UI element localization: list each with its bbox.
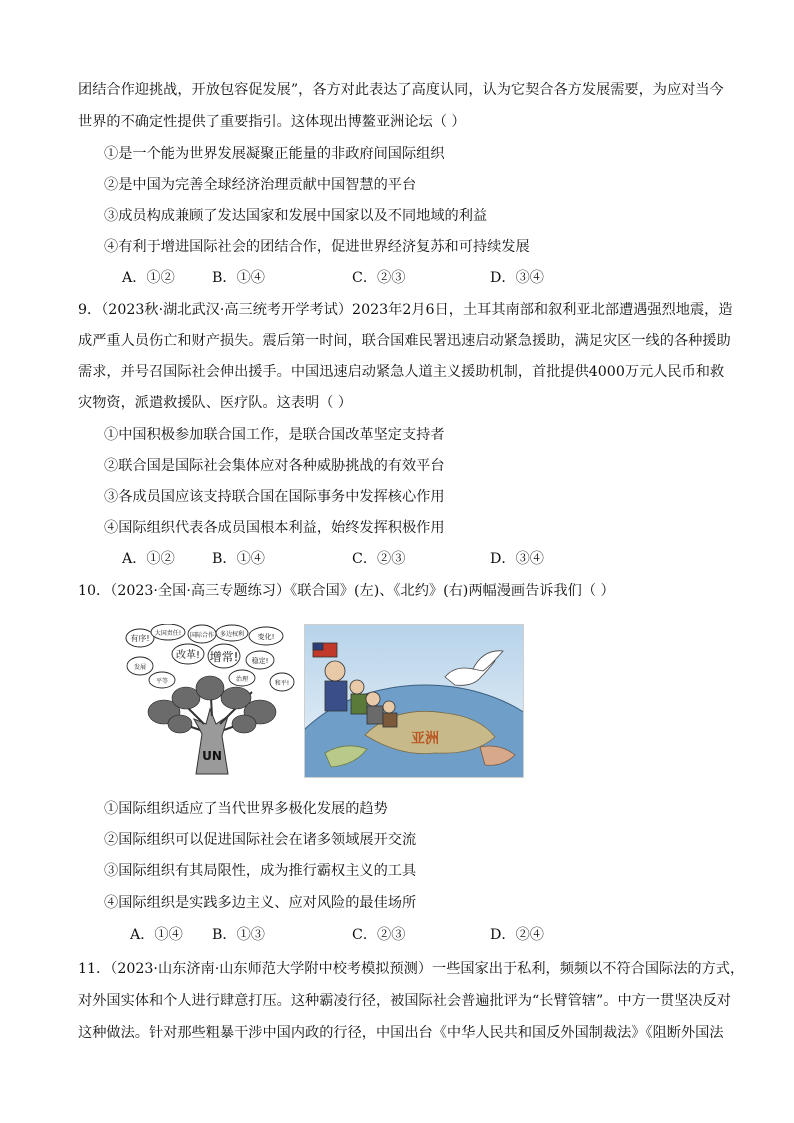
q10-statement-2: ②国际组织可以促进国际社会在诸多领域展开交流 [104, 832, 417, 848]
q9-statement-1: ①中国积极参加联合国工作，是联合国改革坚定支持者 [104, 427, 445, 443]
q10-option-d[interactable]: D．②④ [490, 927, 544, 943]
bubble-text-3: 国际合作 [189, 632, 215, 639]
un-cartoon [124, 624, 296, 776]
nato-globe-illustration [305, 625, 523, 777]
bubble-text-8: 稳定! [251, 657, 269, 665]
bubble-text-12: 治理 [235, 676, 249, 683]
q11-line-3: 这种做法。针对那些粗暴干涉中国内政的行径，中国出台《中华人民共和国反外国制裁法》《阻断外国法 [78, 1025, 724, 1041]
q11-line-2: 对外国实体和个人进行肆意打压。这种霸凌行径，被国际社会普遍批评为“长臂管辖”。中方一贯坚决反对 [78, 993, 731, 1009]
q8-statement-4: ④有利于增进国际社会的团结合作，促进世界经济复苏和可持续发展 [104, 239, 530, 255]
q8-statement-2: ②是中国为完善全球经济治理贡献中国智慧的平台 [104, 177, 417, 193]
intro-line-1: 团结合作迎挑战，开放包容促发展”，各方对此表达了高度认同，认为它契合各方发展需要，为应对当今 [78, 82, 724, 98]
bubble-text-2: 大国责任! [154, 630, 182, 637]
q10-option-a[interactable]: A．①④ [130, 927, 183, 943]
q8-statement-3: ③成员构成兼顾了发达国家和发展中国家以及不同地域的利益 [104, 208, 488, 224]
q9-statement-3: ③各成员国应该支持联合国在国际事务中发挥核心作用 [104, 489, 445, 505]
q10-statement-4: ④国际组织是实践多边主义、应对风险的最佳场所 [104, 895, 417, 911]
q9-option-b[interactable]: B．①④ [212, 551, 265, 567]
bubble-text-6: 改革! [175, 650, 201, 661]
bubble-text-9: 发展 [133, 664, 147, 671]
q9-option-a[interactable]: A．①② [122, 551, 175, 567]
q10-statement-3: ③国际组织有其局限性，成为推行霸权主义的工具 [104, 863, 417, 879]
bubble-text-10: 平等 [155, 678, 169, 685]
q9-line-1: 9．（2023秋·湖北武汉·高三统考开学考试）2023年2月6日，土耳其南部和叙利亚北部遭遇强烈地震，造 [78, 302, 733, 318]
bubble-text-11: 和平! [274, 680, 290, 687]
nato-cartoon [304, 624, 524, 778]
q11-line-1: 11．（2023·山东济南·山东师范大学附中校考模拟预测）一些国家出于私利，频频以不符合国际法的方式， [78, 961, 745, 977]
bubble-text-5: 变化! [257, 633, 275, 641]
un-trunk-label: UN [202, 749, 222, 763]
un-tree-illustration [124, 624, 296, 776]
q10-statement-1: ①国际组织适应了当代世界多极化发展的趋势 [104, 801, 388, 817]
q8-option-d[interactable]: D．③④ [490, 270, 544, 286]
q9-statement-2: ②联合国是国际社会集体应对各种威胁挑战的有效平台 [104, 458, 445, 474]
q9-statement-4: ④国际组织代表各成员国根本利益，始终发挥积极作用 [104, 520, 445, 536]
intro-line-2: 世界的不确定性提供了重要指引。这体现出博鳌亚洲论坛（ ） [78, 114, 466, 130]
q9-line-4: 灾物资，派遣救援队、医疗队。这表明（ ） [78, 395, 353, 411]
q8-statement-1: ①是一个能为世界发展凝聚正能量的非政府间国际组织 [104, 146, 445, 162]
q9-option-c[interactable]: C．②③ [352, 551, 406, 567]
q8-option-b[interactable]: B．①④ [212, 270, 265, 286]
q10-option-c[interactable]: C．②③ [352, 927, 406, 943]
q10-option-b[interactable]: B．①③ [212, 927, 265, 943]
q10-line-1: 10．（2023·全国·高三专题练习）《联合国》(左)、《北约》(右)两幅漫画告诉我们（ ） [78, 583, 615, 599]
q8-option-a[interactable]: A．①② [122, 270, 175, 286]
bubble-text-4: 多边权利 [219, 631, 245, 638]
bubble-text-7: 增常! [209, 650, 239, 664]
q8-option-c[interactable]: C．②③ [352, 270, 406, 286]
bubble-text-1: 有序! [130, 634, 150, 643]
asia-map-label: 亚洲 [411, 731, 439, 747]
q9-line-3: 需求，并号召国际社会伸出援手。中国迅速启动紧急人道主义援助机制，首批提供4000万元人民币和救 [78, 364, 725, 380]
q9-option-d[interactable]: D．③④ [490, 551, 544, 567]
q9-line-2: 成严重人员伤亡和财产损失。震后第一时间，联合国难民署迅速启动紧急援助，满足灾区一线的各种援助 [78, 333, 731, 349]
